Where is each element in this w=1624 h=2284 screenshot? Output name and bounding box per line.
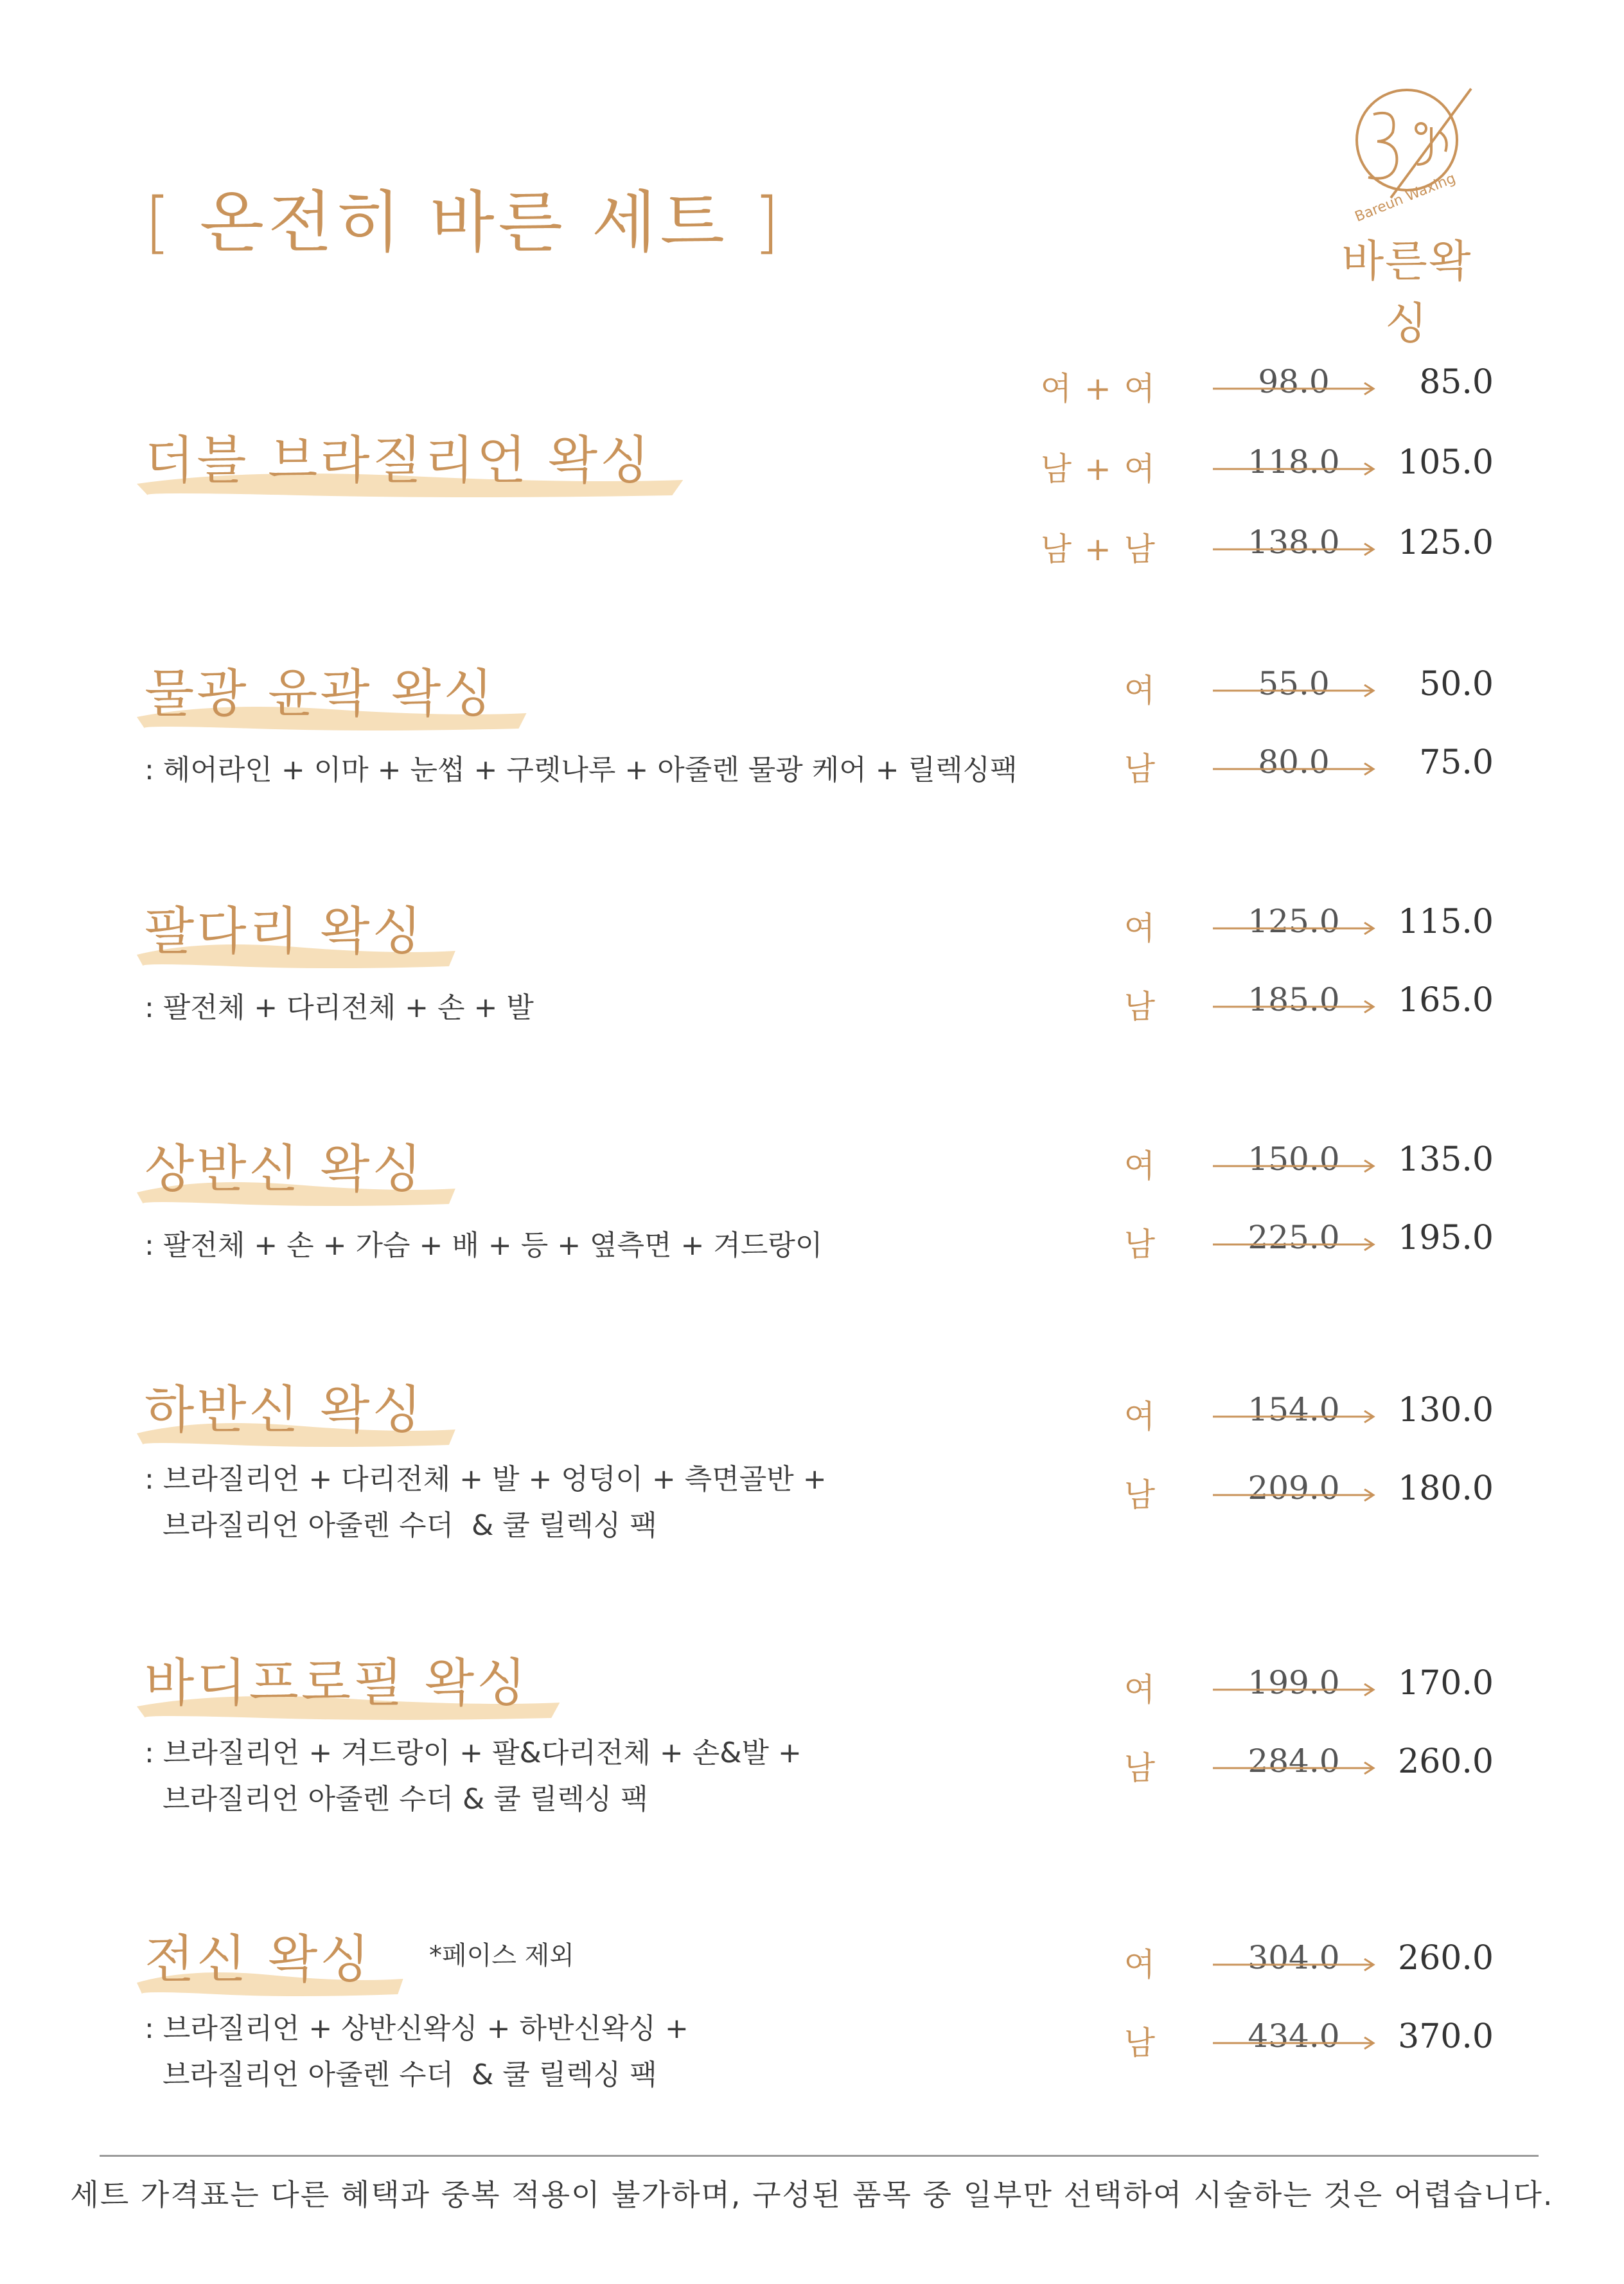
new-price: 370.0 [1398,2017,1494,2056]
new-price: 195.0 [1398,1219,1494,1257]
section-description: : 브라질리언 + 겨드랑이 + 팔&다리전체 + 손&발 + 브라질리언 아줄렌 수더 & 쿨 릴렉싱 팩 [145,1737,802,1816]
price-row [0,1219,1624,1270]
gender-label: 남 [1124,2024,1156,2062]
section-description: : 브라질리언 + 상반신왁싱 + 하반신왁싱 + 브라질리언 아줄렌 수더 & 쿨 릴렉싱 팩 [145,2012,689,2091]
strike-arrow-icon [1213,543,1377,556]
price-row [0,743,1624,795]
strike-arrow-icon [1213,1000,1377,1013]
section-description: : 팔전체 + 다리전체 + 손 + 발 [145,991,534,1024]
gender-label: 여 [1124,1946,1156,1983]
gender-label: 여 [1124,672,1156,709]
new-price: 105.0 [1398,443,1494,482]
new-price: 165.0 [1398,981,1494,1020]
logo-subtitle: Bareun Waxing [1352,170,1458,226]
old-price: 284.0 [1248,1742,1340,1780]
footer-divider [100,2155,1539,2157]
gender-label: 여 [1124,1398,1156,1435]
old-price: 434.0 [1248,2017,1340,2055]
price-row [0,1469,1624,1521]
brand-logo [1323,76,1490,350]
old-price: 80.0 [1258,743,1330,781]
gender-label: 여 [1124,910,1156,947]
new-price: 170.0 [1398,1664,1494,1703]
gender-label: 남 [1124,1476,1156,1514]
gender-label: 여 [1124,1147,1156,1185]
new-price: 75.0 [1419,743,1494,782]
section-note: *페이스 제외 [429,1941,574,1970]
gender-label: 남 + 남 [1040,531,1156,568]
section-description: : 브라질리언 + 다리전체 + 발 + 엉덩이 + 측면골반 + 브라질리언 아줄렌 수더 & 쿨 릴렉싱 팩 [145,1463,827,1542]
old-price: 118.0 [1248,443,1340,481]
price-row [0,363,1624,414]
page-title: [ 온전히 바른 세트 ] [145,183,784,261]
old-price: 304.0 [1248,1939,1340,1976]
new-price: 180.0 [1398,1469,1494,1508]
section-description: : 헤어라인 + 이마 + 눈썹 + 구렛나루 + 아줄렌 물광 케어 + 릴렉싱팩 [145,754,1018,786]
new-price: 135.0 [1398,1140,1494,1179]
section-title: 팔다리 왁싱 [145,890,434,964]
old-price: 154.0 [1248,1391,1340,1428]
gender-label: 여 [1124,1671,1156,1708]
gender-label: 남 [1124,1749,1156,1787]
old-price: 55.0 [1258,665,1330,702]
new-price: 130.0 [1398,1391,1494,1430]
new-price: 85.0 [1419,363,1494,402]
logo-name: 바른왁싱 [1341,236,1472,350]
strike-arrow-icon [1213,1683,1377,1696]
strike-arrow-icon [1213,922,1377,935]
strike-arrow-icon [1213,1489,1377,1501]
bareun-logo-icon [1323,76,1490,230]
new-price: 260.0 [1398,1939,1494,1978]
strike-arrow-icon [1213,1160,1377,1173]
new-price: 260.0 [1398,1742,1494,1781]
old-price: 225.0 [1248,1219,1340,1256]
old-price: 125.0 [1248,903,1340,940]
price-row [0,524,1624,575]
section-title: 하반신 왁싱 [145,1368,434,1442]
price-row [0,2017,1624,2069]
old-price: 209.0 [1248,1469,1340,1507]
section-description: : 팔전체 + 손 + 가슴 + 배 + 등 + 옆측면 + 겨드랑이 [145,1229,823,1262]
new-price: 115.0 [1398,903,1494,941]
price-row [0,981,1624,1032]
strike-arrow-icon [1213,1762,1377,1775]
section-title: 상반신 왁싱 [145,1128,434,1201]
strike-arrow-icon [1213,763,1377,775]
new-price: 125.0 [1398,524,1494,562]
strike-arrow-icon [1213,1958,1377,1971]
old-price: 138.0 [1248,524,1340,561]
section-title: 더블 브라질리언 왁싱 [145,419,661,493]
old-price: 199.0 [1248,1664,1340,1701]
gender-label: 여 + 여 [1040,370,1156,407]
section-title: 물광 윤곽 왁싱 [145,652,505,726]
gender-label: 남 [1124,1226,1156,1263]
gender-label: 남 [1124,750,1156,788]
strike-arrow-icon [1213,1238,1377,1251]
old-price: 98.0 [1258,363,1330,400]
section-title: 바디프로필 왁싱 [145,1642,538,1715]
gender-label: 남 + 여 [1040,450,1156,488]
price-row [0,1742,1624,1794]
section-title: 전신 왁싱 [145,1918,382,1992]
footer-notice: 세트 가격표는 다른 혜택과 중복 적용이 불가하며, 구성된 품목 중 일부만 선택하여 시술하는 것은 어렵습니다. [70,2177,1554,2212]
strike-arrow-icon [1213,684,1377,697]
strike-arrow-icon [1213,2037,1377,2049]
old-price: 150.0 [1248,1140,1340,1178]
gender-label: 남 [1124,988,1156,1025]
strike-arrow-icon [1213,382,1377,395]
old-price: 185.0 [1248,981,1340,1018]
new-price: 50.0 [1419,665,1494,704]
strike-arrow-icon [1213,463,1377,475]
strike-arrow-icon [1213,1410,1377,1423]
